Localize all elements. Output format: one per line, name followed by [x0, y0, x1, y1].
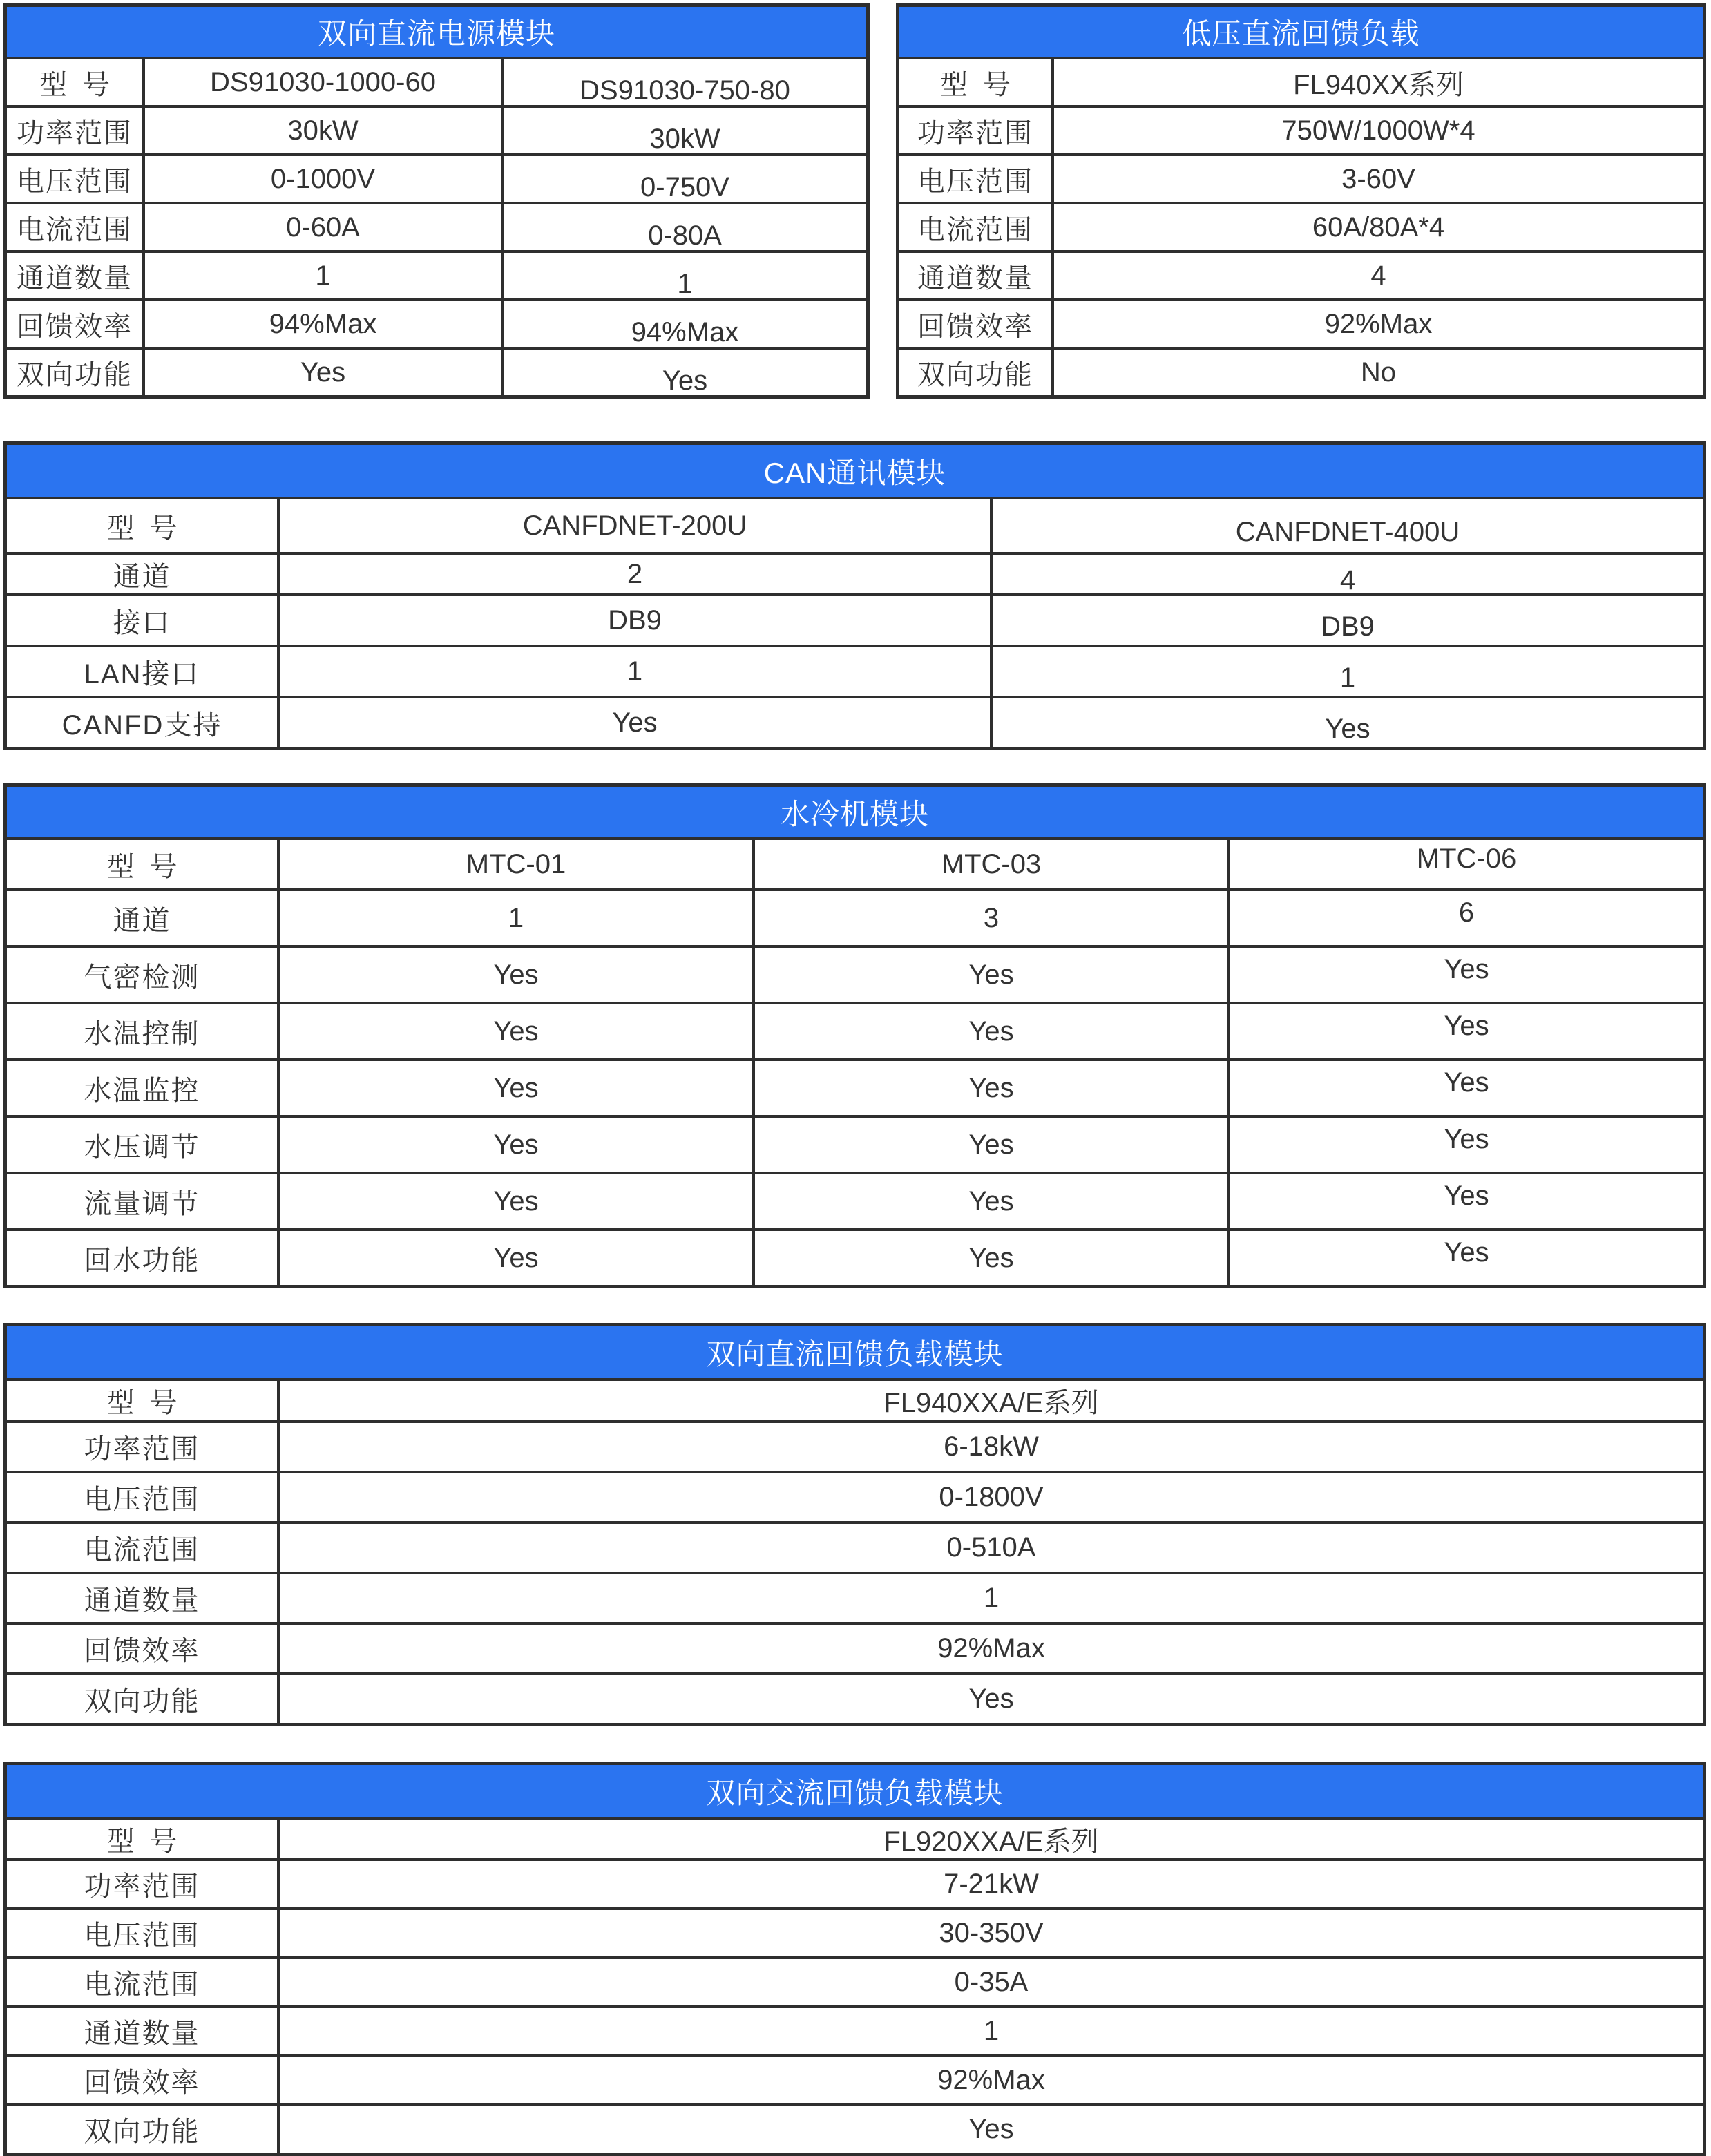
cell-value: 30kW	[142, 108, 501, 153]
table-row	[899, 250, 1703, 298]
row-label: 流量调节	[84, 1188, 200, 1219]
cell-value: Yes	[752, 1061, 1227, 1115]
row-label: 回馈效率	[84, 2068, 200, 2098]
cell-value: 3-60V	[1051, 156, 1703, 202]
cell-value: 94%Max	[142, 301, 501, 347]
cell-value: 1	[277, 1574, 1703, 1622]
cell-value: Yes	[501, 350, 866, 395]
table-row	[7, 888, 1703, 945]
cell-value: Yes	[752, 1231, 1227, 1285]
table-row	[7, 499, 1703, 552]
cell-value: Yes	[277, 1174, 752, 1228]
table-row	[7, 298, 866, 347]
row-label: 通道数量	[84, 2019, 200, 2049]
table-row	[7, 645, 1703, 696]
row-label: 水压调节	[84, 1132, 200, 1163]
cell-value: 1	[277, 2008, 1703, 2054]
row-label: 电流范围	[17, 214, 133, 245]
cell-value: 1	[990, 647, 1703, 696]
table-row	[7, 1002, 1703, 1058]
cell-value: Yes	[990, 698, 1703, 747]
table-row	[7, 1058, 1703, 1115]
cell-value: 1	[277, 891, 752, 945]
table-row	[899, 105, 1703, 153]
table-row	[7, 1672, 1703, 1723]
table-row	[7, 2054, 1703, 2103]
row-label: 双向功能	[84, 1686, 200, 1717]
table-row	[7, 1521, 1703, 1572]
table-row	[7, 1572, 1703, 1622]
table-row	[7, 1471, 1703, 1521]
cell-value: 3	[752, 891, 1227, 945]
table-title: CAN通讯模块	[7, 445, 1703, 499]
table-row	[7, 1622, 1703, 1672]
row-label: 电压范围	[84, 1485, 200, 1515]
row-label: 电流范围	[84, 1535, 200, 1565]
table-row	[7, 552, 1703, 593]
table-row	[7, 1820, 1703, 1858]
table-row	[7, 202, 866, 250]
cell-value: 0-750V	[501, 156, 866, 202]
cell-value: 92%Max	[1051, 301, 1703, 347]
table-title: 双向直流回馈负载模块	[7, 1326, 1703, 1381]
row-label: 型号	[940, 69, 1026, 100]
row-label: 通道	[113, 905, 171, 936]
table-low-voltage-dc-feedback-load	[896, 3, 1706, 399]
row-label: 回馈效率	[84, 1636, 200, 1666]
cell-value: 0-1000V	[142, 156, 501, 202]
cell-value: Yes	[752, 1004, 1227, 1058]
row-label: 电流范围	[917, 214, 1033, 245]
cell-value: 0-80A	[501, 204, 866, 250]
cell-value: 92%Max	[277, 1625, 1703, 1672]
row-label: 回馈效率	[17, 311, 133, 342]
table-row	[7, 59, 866, 105]
cell-value: Yes	[277, 1061, 752, 1115]
row-label: 功率范围	[17, 117, 133, 149]
row-label: 功率范围	[84, 1871, 200, 1902]
table-bidirectional-ac-feedback-load-module	[3, 1762, 1706, 2156]
row-label: 通道数量	[84, 1585, 200, 1616]
table-row	[7, 2103, 1703, 2153]
cell-value: FL940XXA/E系列	[277, 1381, 1703, 1420]
table-bidirectional-dc-power-module	[3, 3, 870, 399]
row-label: 功率范围	[84, 1434, 200, 1465]
table-body	[7, 1820, 1703, 2153]
row-label: 型号	[106, 851, 193, 882]
cell-value: Yes	[1227, 1231, 1703, 1285]
cell-value: Yes	[277, 1004, 752, 1058]
cell-value: 0-1800V	[277, 1473, 1703, 1521]
table-row	[7, 250, 866, 298]
table-row	[899, 347, 1703, 395]
cell-value: 7-21kW	[277, 1861, 1703, 1907]
table-title: 低压直流回馈负载	[899, 7, 1703, 59]
table-row	[7, 1907, 1703, 1956]
table-body	[7, 840, 1703, 1285]
row-label: 双向功能	[17, 359, 133, 390]
cell-value: 1	[277, 647, 990, 696]
row-label: 双向功能	[84, 2117, 200, 2147]
cell-value: 1	[142, 253, 501, 298]
table-water-cooler-module	[3, 783, 1706, 1288]
table-row	[7, 1172, 1703, 1228]
table-row	[7, 1420, 1703, 1471]
row-label: 回水功能	[84, 1245, 200, 1276]
row-label: 电压范围	[917, 166, 1033, 197]
cell-value: DB9	[277, 596, 990, 645]
cell-value: Yes	[752, 1174, 1227, 1228]
row-label: CANFD支持	[61, 709, 222, 741]
row-label: 气密检测	[84, 962, 200, 993]
row-label: 通道数量	[917, 263, 1033, 294]
cell-value: 6-18kW	[277, 1423, 1703, 1471]
cell-value: 30-350V	[277, 1910, 1703, 1956]
cell-value: Yes	[1227, 1004, 1703, 1058]
cell-value: 4	[1051, 253, 1703, 298]
row-label: 水温控制	[84, 1018, 200, 1049]
row-label: 型号	[106, 513, 193, 544]
cell-value: MTC-06	[1227, 840, 1703, 888]
table-row	[7, 945, 1703, 1002]
table-row	[7, 1956, 1703, 2005]
cell-value: 6	[1227, 891, 1703, 945]
table-row	[7, 696, 1703, 747]
cell-value: Yes	[1227, 948, 1703, 1002]
row-label: 通道	[113, 561, 171, 592]
cell-value: FL940XX系列	[1051, 59, 1703, 105]
table-row	[899, 153, 1703, 202]
row-label: 回馈效率	[917, 311, 1033, 342]
cell-value: CANFDNET-400U	[990, 499, 1703, 552]
row-label: 电压范围	[17, 166, 133, 197]
table-row	[7, 1115, 1703, 1172]
table-row	[899, 202, 1703, 250]
table-title: 双向交流回馈负载模块	[7, 1765, 1703, 1820]
table-row	[7, 105, 866, 153]
table-row	[7, 2005, 1703, 2054]
table-row	[899, 59, 1703, 105]
row-label: 双向功能	[917, 359, 1033, 390]
cell-value: Yes	[277, 948, 752, 1002]
cell-value: Yes	[752, 1118, 1227, 1172]
cell-value: No	[1051, 350, 1703, 395]
table-row	[7, 347, 866, 395]
table-row	[7, 1228, 1703, 1285]
cell-value: Yes	[277, 698, 990, 747]
cell-value: FL920XXA/E系列	[277, 1820, 1703, 1858]
cell-value: 1	[501, 253, 866, 298]
row-label: 型号	[39, 69, 125, 100]
cell-value: 60A/80A*4	[1051, 204, 1703, 250]
cell-value: 94%Max	[501, 301, 866, 347]
table-body	[7, 499, 1703, 747]
cell-value: Yes	[277, 1675, 1703, 1723]
row-label: 水温监控	[84, 1075, 200, 1106]
cell-value: 0-510A	[277, 1524, 1703, 1572]
row-label: 通道数量	[17, 263, 133, 294]
row-label: 电压范围	[84, 1920, 200, 1951]
table-row	[7, 593, 1703, 645]
top-tables-row	[3, 3, 1706, 399]
cell-value: 92%Max	[277, 2057, 1703, 2103]
table-can-communication-module	[3, 441, 1706, 750]
cell-value: 4	[990, 555, 1703, 593]
cell-value: DS91030-1000-60	[142, 59, 501, 105]
cell-value: Yes	[1227, 1174, 1703, 1228]
row-label: 型号	[106, 1826, 193, 1857]
cell-value: Yes	[277, 1231, 752, 1285]
cell-value: 2	[277, 555, 990, 593]
table-body	[7, 1381, 1703, 1723]
cell-value: MTC-03	[752, 840, 1227, 888]
cell-value: Yes	[1227, 1061, 1703, 1115]
cell-value: Yes	[277, 2106, 1703, 2153]
cell-value: Yes	[142, 350, 501, 395]
row-label: 型号	[106, 1388, 193, 1418]
table-row	[899, 298, 1703, 347]
cell-value: Yes	[277, 1118, 752, 1172]
table-bidirectional-dc-feedback-load-module	[3, 1323, 1706, 1726]
row-label: 电流范围	[84, 1969, 200, 2000]
cell-value: MTC-01	[277, 840, 752, 888]
cell-value: Yes	[1227, 1118, 1703, 1172]
cell-value: 30kW	[501, 108, 866, 153]
table-row	[7, 1858, 1703, 1907]
table-body	[7, 59, 866, 395]
cell-value: Yes	[752, 948, 1227, 1002]
row-label: 功率范围	[917, 117, 1033, 149]
cell-value: CANFDNET-200U	[277, 499, 990, 552]
table-body	[899, 59, 1703, 395]
cell-value: 0-35A	[277, 1959, 1703, 2005]
cell-value: 0-60A	[142, 204, 501, 250]
cell-value: DB9	[990, 596, 1703, 645]
table-row	[7, 153, 866, 202]
table-title: 水冷机模块	[7, 787, 1703, 840]
table-title: 双向直流电源模块	[7, 7, 866, 59]
row-label: 接口	[113, 607, 171, 638]
table-row	[7, 1381, 1703, 1420]
table-row	[7, 840, 1703, 888]
row-label: LAN接口	[84, 658, 200, 689]
cell-value: 750W/1000W*4	[1051, 108, 1703, 153]
cell-value: DS91030-750-80	[501, 59, 866, 105]
